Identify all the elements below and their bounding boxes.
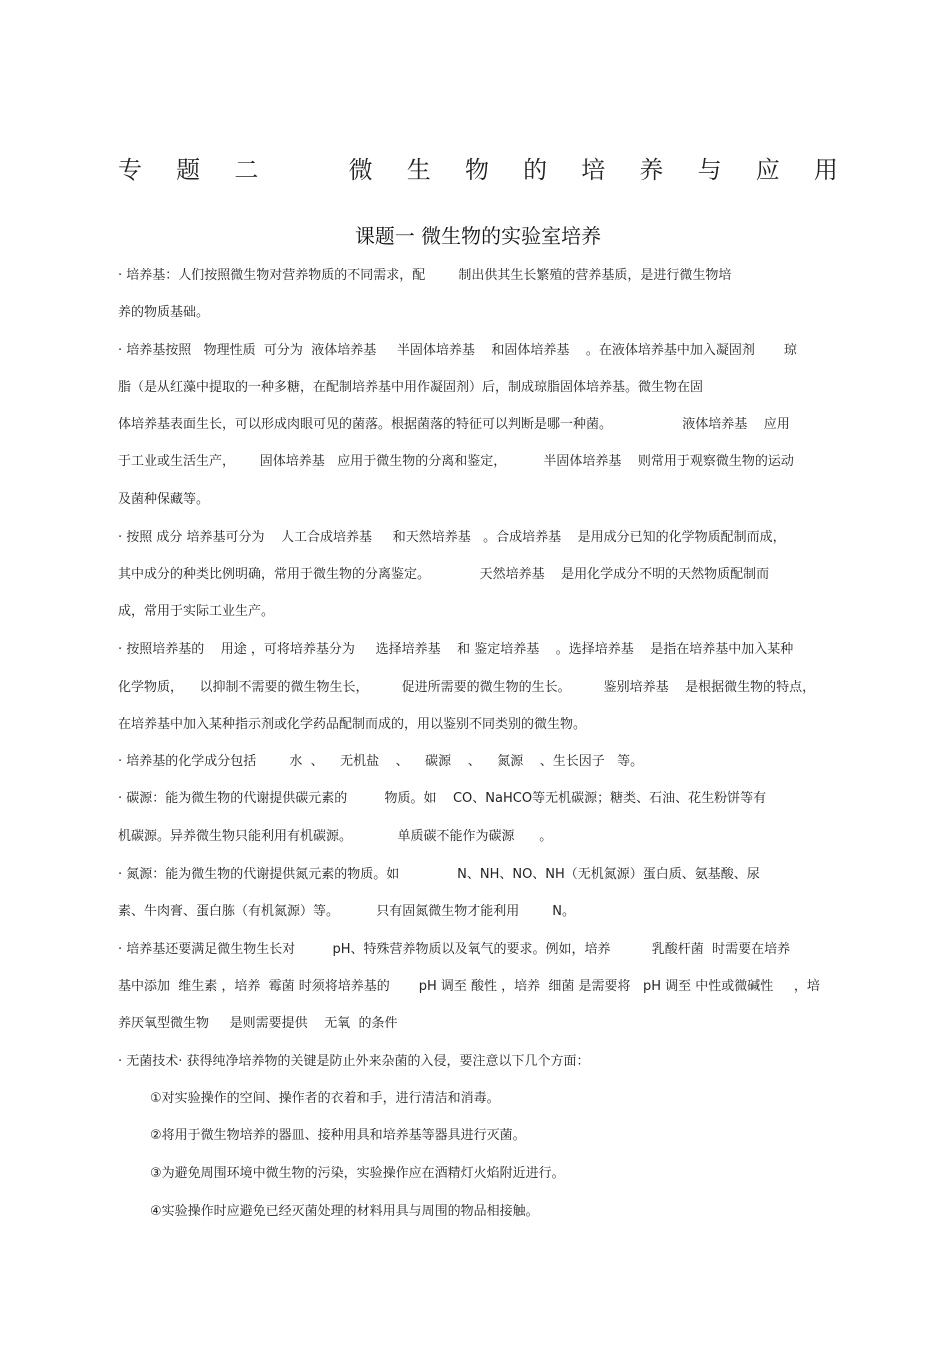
- title-char: 微: [348, 156, 373, 184]
- title-char: 的: [523, 156, 548, 184]
- title-gap: [292, 150, 314, 182]
- title-char: 与: [697, 156, 722, 184]
- text-line: 于工业或生活生产， 固体培养基 应用于微生物的分离和鉴定， 半固体培养基 则常用于观察微生物的运动: [118, 454, 794, 469]
- text-line: · 碳源：能为微生物的代谢提供碳元素的 物质。如 CO、NaHCO等无机碳源；糖类、石油、花生粉饼等有: [118, 791, 767, 806]
- text-line: · 培养基按照 物理性质 可分为 液体培养基 半固体培养基 和固体培养基 。在液体培养基中加入凝固剂 琼: [118, 343, 797, 358]
- text-line: · 无菌技术· 获得纯净培养物的关键是防止外来杂菌的入侵，要注意以下几个方面：: [118, 1054, 590, 1069]
- text-line: · 按照 成分 培养基可分为 人工合成培养基 和天然培养基 。合成培养基 是用成分已知的化学物质配制而成，: [118, 530, 786, 545]
- title-char: 培: [581, 156, 606, 184]
- title-char: 养: [639, 156, 664, 184]
- title-char: 应: [755, 156, 780, 184]
- text-line: 养厌氧型微生物 是则需要提供 无氧 的条件: [118, 1016, 398, 1031]
- title-char: 用: [813, 156, 838, 184]
- text-line: 其中成分的种类比例明确，常用于微生物的分离鉴定。 天然培养基 是用化学成分不明的天然物质配制而: [118, 567, 770, 582]
- title-char: 题: [176, 156, 201, 184]
- text-line: · 培养基的化学成分包括 水 、 无机盐 、 碳源 、 氮源 、生长因子 等。: [118, 754, 644, 769]
- text-line: 体培养基表面生长，可以形成肉眼可见的菌落。根据菌落的特征可以判断是哪一种菌。 液体培养基 应用: [118, 417, 790, 432]
- text-line: · 培养基还要满足微生物生长对 pH、特殊营养物质以及氧气的要求。例如，培养 乳酸杆菌 时需要在培养: [118, 942, 791, 957]
- text-line: 基中添加 维生素 ，培养 霉菌 时须将培养基的 pH 调至 酸性 ，培养 细菌 是需要将 pH 调至 中性或微碱性 ，培: [118, 979, 820, 994]
- text-line: ②将用于微生物培养的器皿、接种用具和培养基等器具进行灭菌。: [150, 1128, 526, 1143]
- text-line: ①对实验操作的空间、操作者的衣着和手，进行清洁和消毒。: [150, 1091, 500, 1106]
- title-char: 生: [406, 156, 431, 184]
- text-line: 养的物质基础。: [118, 305, 210, 320]
- title-char: 物: [464, 156, 489, 184]
- text-line: 机碳源。异养微生物只能利用有机碳源。 单质碳不能作为碳源 。: [118, 829, 553, 844]
- text-line: · 培养基：人们按照微生物对营养物质的不同需求，配 制出供其生长繁殖的营养基质，是进行微生物培: [118, 268, 732, 283]
- text-line: 素、牛肉膏、蛋白胨（有机氮源）等。 只有固氮微生物才能利用 N。: [118, 904, 575, 919]
- text-line: · 按照培养基的 用途 ，可将培养基分为 选择培养基 和 鉴定培养基 。选择培养基 是指在培养基中加入某种: [118, 642, 794, 657]
- text-line: ④实验操作时应避免已经灭菌处理的材料用具与周围的物品相接触。: [150, 1204, 539, 1219]
- text-line: 脂（是从红藻中提取的一种多糖，在配制培养基中用作凝固剂）后，制成琼脂固体培养基。微生物在固: [118, 380, 704, 395]
- text-line: 在培养基中加入某种指示剂或化学药品配制而成的，用以鉴别不同类别的微生物。: [118, 717, 587, 732]
- text-line: 化学物质， 以抑制不需要的微生物生长， 促进所需要的微生物的生长。 鉴别培养基 是根据微生物的特点，: [118, 680, 816, 695]
- text-line: 及菌种保藏等。: [118, 492, 210, 507]
- text-line: · 氮源：能为微生物的代谢提供氮元素的物质。如 N、NH、NO、NH（无机氮源）蛋白质、氨基酸、尿: [118, 867, 760, 882]
- page-title: [118, 150, 838, 182]
- text-line: ③为避免周围环境中微生物的污染，实验操作应在酒精灯火焰附近进行。: [150, 1166, 565, 1181]
- title-char: 专: [118, 156, 142, 184]
- title-char: 二: [234, 156, 259, 184]
- text-line: 成，常用于实际工业生产。: [118, 604, 275, 619]
- lesson-subtitle: 课题一 微生物的实验室培养: [354, 224, 602, 248]
